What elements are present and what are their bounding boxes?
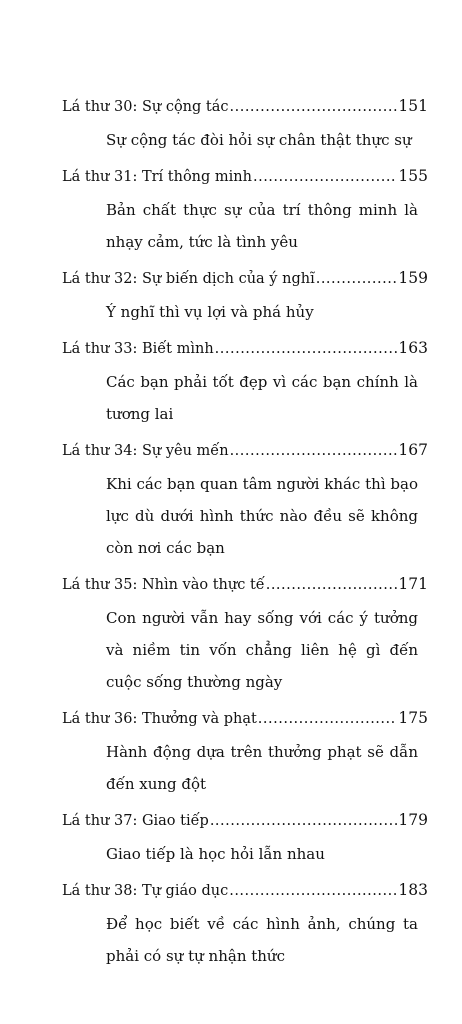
dot-leader [215,331,398,367]
dot-leader [316,261,398,297]
toc-page-number: 159 [398,269,428,287]
toc-entry-title-line[interactable] [62,802,428,838]
toc-page-number: 167 [398,441,428,459]
toc-page-number: 179 [398,811,428,829]
dot-leader [230,433,398,469]
toc-entry-title-line[interactable] [62,158,428,194]
toc-entry-summary: Hành động dựa trên thưởng phạt sẽ dẫn đến xung đột [106,743,418,793]
toc-entry-summary: Giao tiếp là học hỏi lẫn nhau [106,845,325,863]
toc-entry-summary: Để học biết về các hình ảnh, chúng ta phải có sự tự nhận thức [106,915,418,965]
toc-entry-summary: Khi các bạn quan tâm người khác thì bạo lực dù dưới hình thức nào đều sẽ không còn nơi các bạn [106,475,418,557]
table-of-contents [62,88,428,974]
toc-entry-title: Lá thư 31: Trí thông minh [62,169,252,185]
toc-entry-title: Lá thư 35: Nhìn vào thực tế [62,577,265,593]
toc-entry [62,700,428,802]
toc-entry-summary: Các bạn phải tốt đẹp vì các bạn chính là tương lai [106,373,418,423]
toc-entry-title-line[interactable] [62,88,428,124]
toc-entry-title-line[interactable] [62,700,428,736]
toc-entry-title: Lá thư 37: Giao tiếp [62,813,209,829]
toc-entry-summary: Con người vẫn hay sống với các ý tưởng và niềm tin vốn chẳng liên hệ gì đến cuộc sống thường ngày [106,609,418,691]
toc-page-number: 155 [398,167,428,185]
toc-entry [62,88,428,158]
toc-entry [62,330,428,432]
toc-entry-title: Lá thư 30: Sự cộng tác [62,99,229,115]
toc-entry-summary: Ý nghĩ thì vụ lợi và phá hủy [106,303,314,321]
toc-entry-title-line[interactable] [62,330,428,366]
toc-entry-title-line[interactable] [62,260,428,296]
toc-page-number: 171 [398,575,428,593]
toc-entry-title: Lá thư 33: Biết mình [62,341,214,357]
dot-leader [253,159,397,195]
toc-entry [62,802,428,872]
toc-entry [62,566,428,700]
toc-entry-title-line[interactable] [62,872,428,908]
toc-entry-title: Lá thư 32: Sự biến dịch của ý nghĩ [62,271,315,287]
toc-entry-title: Lá thư 38: Tự giáo dục [62,883,229,899]
dot-leader [229,873,397,909]
toc-entry-summary: Bản chất thực sự của trí thông minh là nhạy cảm, tức là tình yêu [106,201,418,251]
toc-entry [62,872,428,974]
toc-page-number: 175 [398,709,428,727]
toc-entry [62,158,428,260]
toc-page-number: 183 [398,881,428,899]
toc-entry-title-line[interactable] [62,566,428,602]
toc-page-number: 163 [398,339,428,357]
dot-leader [258,701,398,737]
toc-entry [62,260,428,330]
dot-leader [230,89,398,125]
toc-entry-title: Lá thư 36: Thưởng và phạt [62,711,257,727]
dot-leader [266,567,398,603]
toc-entry-title-line[interactable] [62,432,428,468]
toc-entry-title: Lá thư 34: Sự yêu mến [62,443,229,459]
toc-entry [62,432,428,566]
toc-page-number: 151 [398,97,428,115]
dot-leader [210,803,398,839]
toc-entry-summary: Sự cộng tác đòi hỏi sự chân thật thực sự [106,131,412,149]
